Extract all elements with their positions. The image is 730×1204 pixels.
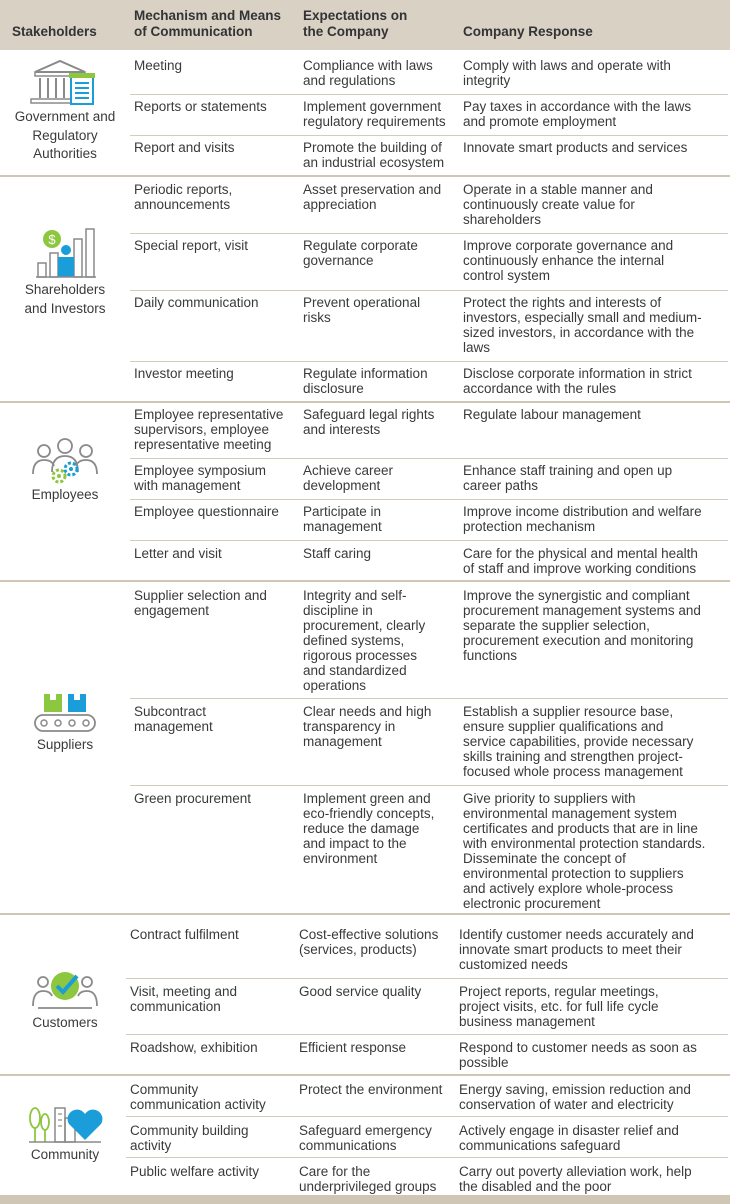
mechanism-cell: Investor meeting [134,366,234,381]
row-separator [130,361,728,362]
group-separator [0,175,730,177]
row-separator [130,94,728,95]
stakeholder-label: Customers [32,1015,98,1030]
stakeholder-employees [0,436,130,505]
expectation-cell: Cost-effective solutions (services, products) [299,927,439,957]
row-separator [130,540,728,541]
response-cell: Regulate labour management [463,407,641,422]
expectation-cell: Implement green and eco-friendly concepts, reduce the damage and impact to the environment [303,791,435,866]
expectation-cell: Regulate information disclosure [303,366,428,396]
stakeholder-shareholders [0,225,130,318]
mechanism-cell: Roadshow, exhibition [130,1040,258,1055]
row-separator [130,233,728,234]
expectation-cell: Compliance with laws and regulations [303,58,433,88]
row-separator [126,1034,728,1035]
response-cell: Innovate smart products and services [463,140,688,155]
stakeholder-label: Government and Regulatory Authorities [14,109,116,161]
row-separator [130,290,728,291]
mechanism-cell: Community building activity [130,1123,249,1153]
response-cell: Actively engage in disaster relief and communications safeguard [459,1123,679,1153]
response-cell: Give priority to suppliers with environmental management system certificates and products that are in line with environmental protection standards. Disseminate the concept of environmental protection to suppliers and actively explore whole-process electronic procurement [463,791,706,911]
mechanism-cell: Reports or statements [134,99,267,114]
response-cell: Establish a supplier resource base, ensure supplier qualifications and service capabilities, provide necessary skills training and strengthen project- focused whole process management [463,704,694,779]
mechanism-cell: Meeting [134,58,183,73]
response-cell: Project reports, regular meetings, project visits, etc. for full life cycle business management [459,984,659,1029]
mechanism-cell: Public welfare activity [130,1164,260,1179]
expectation-cell: Care for the underprivileged groups [299,1164,437,1194]
expectation-cell: Protect the environment [299,1082,443,1097]
community-heart-icon [25,1100,105,1146]
expectation-cell: Efficient response [299,1040,407,1055]
group-separator [0,913,730,915]
expectation-cell: Implement government regulatory requirements [303,99,446,129]
mechanism-cell: Letter and visit [134,546,222,561]
stakeholder-government [0,58,130,164]
response-cell: Carry out poverty alleviation work, help the disabled and the poor [459,1164,692,1194]
response-cell: Energy saving, emission reduction and conservation of water and electricity [459,1082,691,1112]
response-cell: Improve corporate governance and continuously enhance the internal control system [463,238,674,283]
response-cell: Improve the synergistic and compliant procurement management systems and separate the supplier selection, procurement execution and monitoring functions [463,588,701,663]
group-separator [0,401,730,403]
table-header [0,0,730,50]
row-separator [126,1157,728,1158]
row-separator [130,698,728,699]
expectation-cell: Safeguard emergency communications [299,1123,432,1153]
response-cell: Improve income distribution and welfare protection mechanism [463,504,702,534]
expectation-cell: Participate in management [303,504,382,534]
row-separator [130,135,728,136]
row-separator [130,785,728,786]
suppliers-conveyor-icon [30,688,100,736]
expectation-cell: Prevent operational risks [303,295,421,325]
header-expectations: Expectations on the Company [303,8,408,39]
expectation-cell: Staff caring [303,546,372,561]
group-separator [0,580,730,582]
response-cell: Operate in a stable manner and continuously create value for shareholders [463,182,653,227]
expectation-cell: Integrity and self- discipline in procurement, clearly defined systems, rigorous processes and standardized operations [303,588,426,693]
stakeholder-community [0,1100,130,1165]
stakeholder-label: Shareholders and Investors [24,282,106,316]
response-cell: Respond to customer needs as soon as possible [459,1040,697,1070]
mechanism-cell: Supplier selection and engagement [134,588,267,618]
mechanism-cell: Report and visits [134,140,235,155]
row-separator [130,499,728,500]
row-separator [126,1116,728,1117]
employees-icon [30,436,100,486]
expectation-cell: Asset preservation and appreciation [303,182,442,212]
customers-check-icon [30,966,100,1014]
mechanism-cell: Community communication activity [130,1082,266,1112]
shareholders-investors-icon [30,225,100,281]
response-cell: Protect the rights and interests of investors, especially small and medium- sized investors, in accordance with the laws [463,295,702,355]
mechanism-cell: Employee questionnaire [134,504,279,519]
mechanism-cell: Subcontract management [134,704,213,734]
stakeholder-label: Community [30,1147,100,1162]
row-separator [126,978,728,979]
mechanism-cell: Daily communication [134,295,259,310]
response-cell: Enhance staff training and open up career paths [463,463,673,493]
stakeholder-label: Suppliers [36,737,94,752]
expectation-cell: Clear needs and high transparency in management [303,704,432,749]
stakeholder-customers [0,966,130,1033]
expectation-cell: Safeguard legal rights and interests [303,407,435,437]
response-cell: Pay taxes in accordance with the laws and promote employment [463,99,692,129]
mechanism-cell: Periodic reports, announcements [134,182,233,212]
mechanism-cell: Green procurement [134,791,252,806]
response-cell: Identify customer needs accurately and innovate smart products to meet their customized needs [459,927,694,972]
government-building-icon [25,58,105,108]
stakeholder-label: Employees [31,487,99,502]
mechanism-cell: Employee representative supervisors, employee representative meeting [134,407,284,452]
header-mechanism: Mechanism and Means of Communication [134,8,282,39]
response-cell: Disclose corporate information in strict accordance with the rules [463,366,692,396]
mechanism-cell: Visit, meeting and communication [130,984,238,1014]
header-stakeholders: Stakeholders [12,24,97,39]
expectation-cell: Promote the building of an industrial ecosystem [303,140,445,170]
stakeholder-suppliers [0,688,130,755]
svg-text:$: $ [48,232,56,247]
group-separator [0,1074,730,1076]
mechanism-cell: Special report, visit [134,238,249,253]
expectation-cell: Good service quality [299,984,422,999]
row-separator [130,458,728,459]
response-cell: Comply with laws and operate with integrity [463,58,671,88]
mechanism-cell: Employee symposium with management [134,463,267,493]
mechanism-cell: Contract fulfilment [130,927,239,942]
expectation-cell: Regulate corporate governance [303,238,418,268]
table-bottom-bar [0,1195,730,1204]
response-cell: Care for the physical and mental health of staff and improve working conditions [463,546,698,576]
header-company-response: Company Response [463,24,593,39]
expectation-cell: Achieve career development [303,463,394,493]
